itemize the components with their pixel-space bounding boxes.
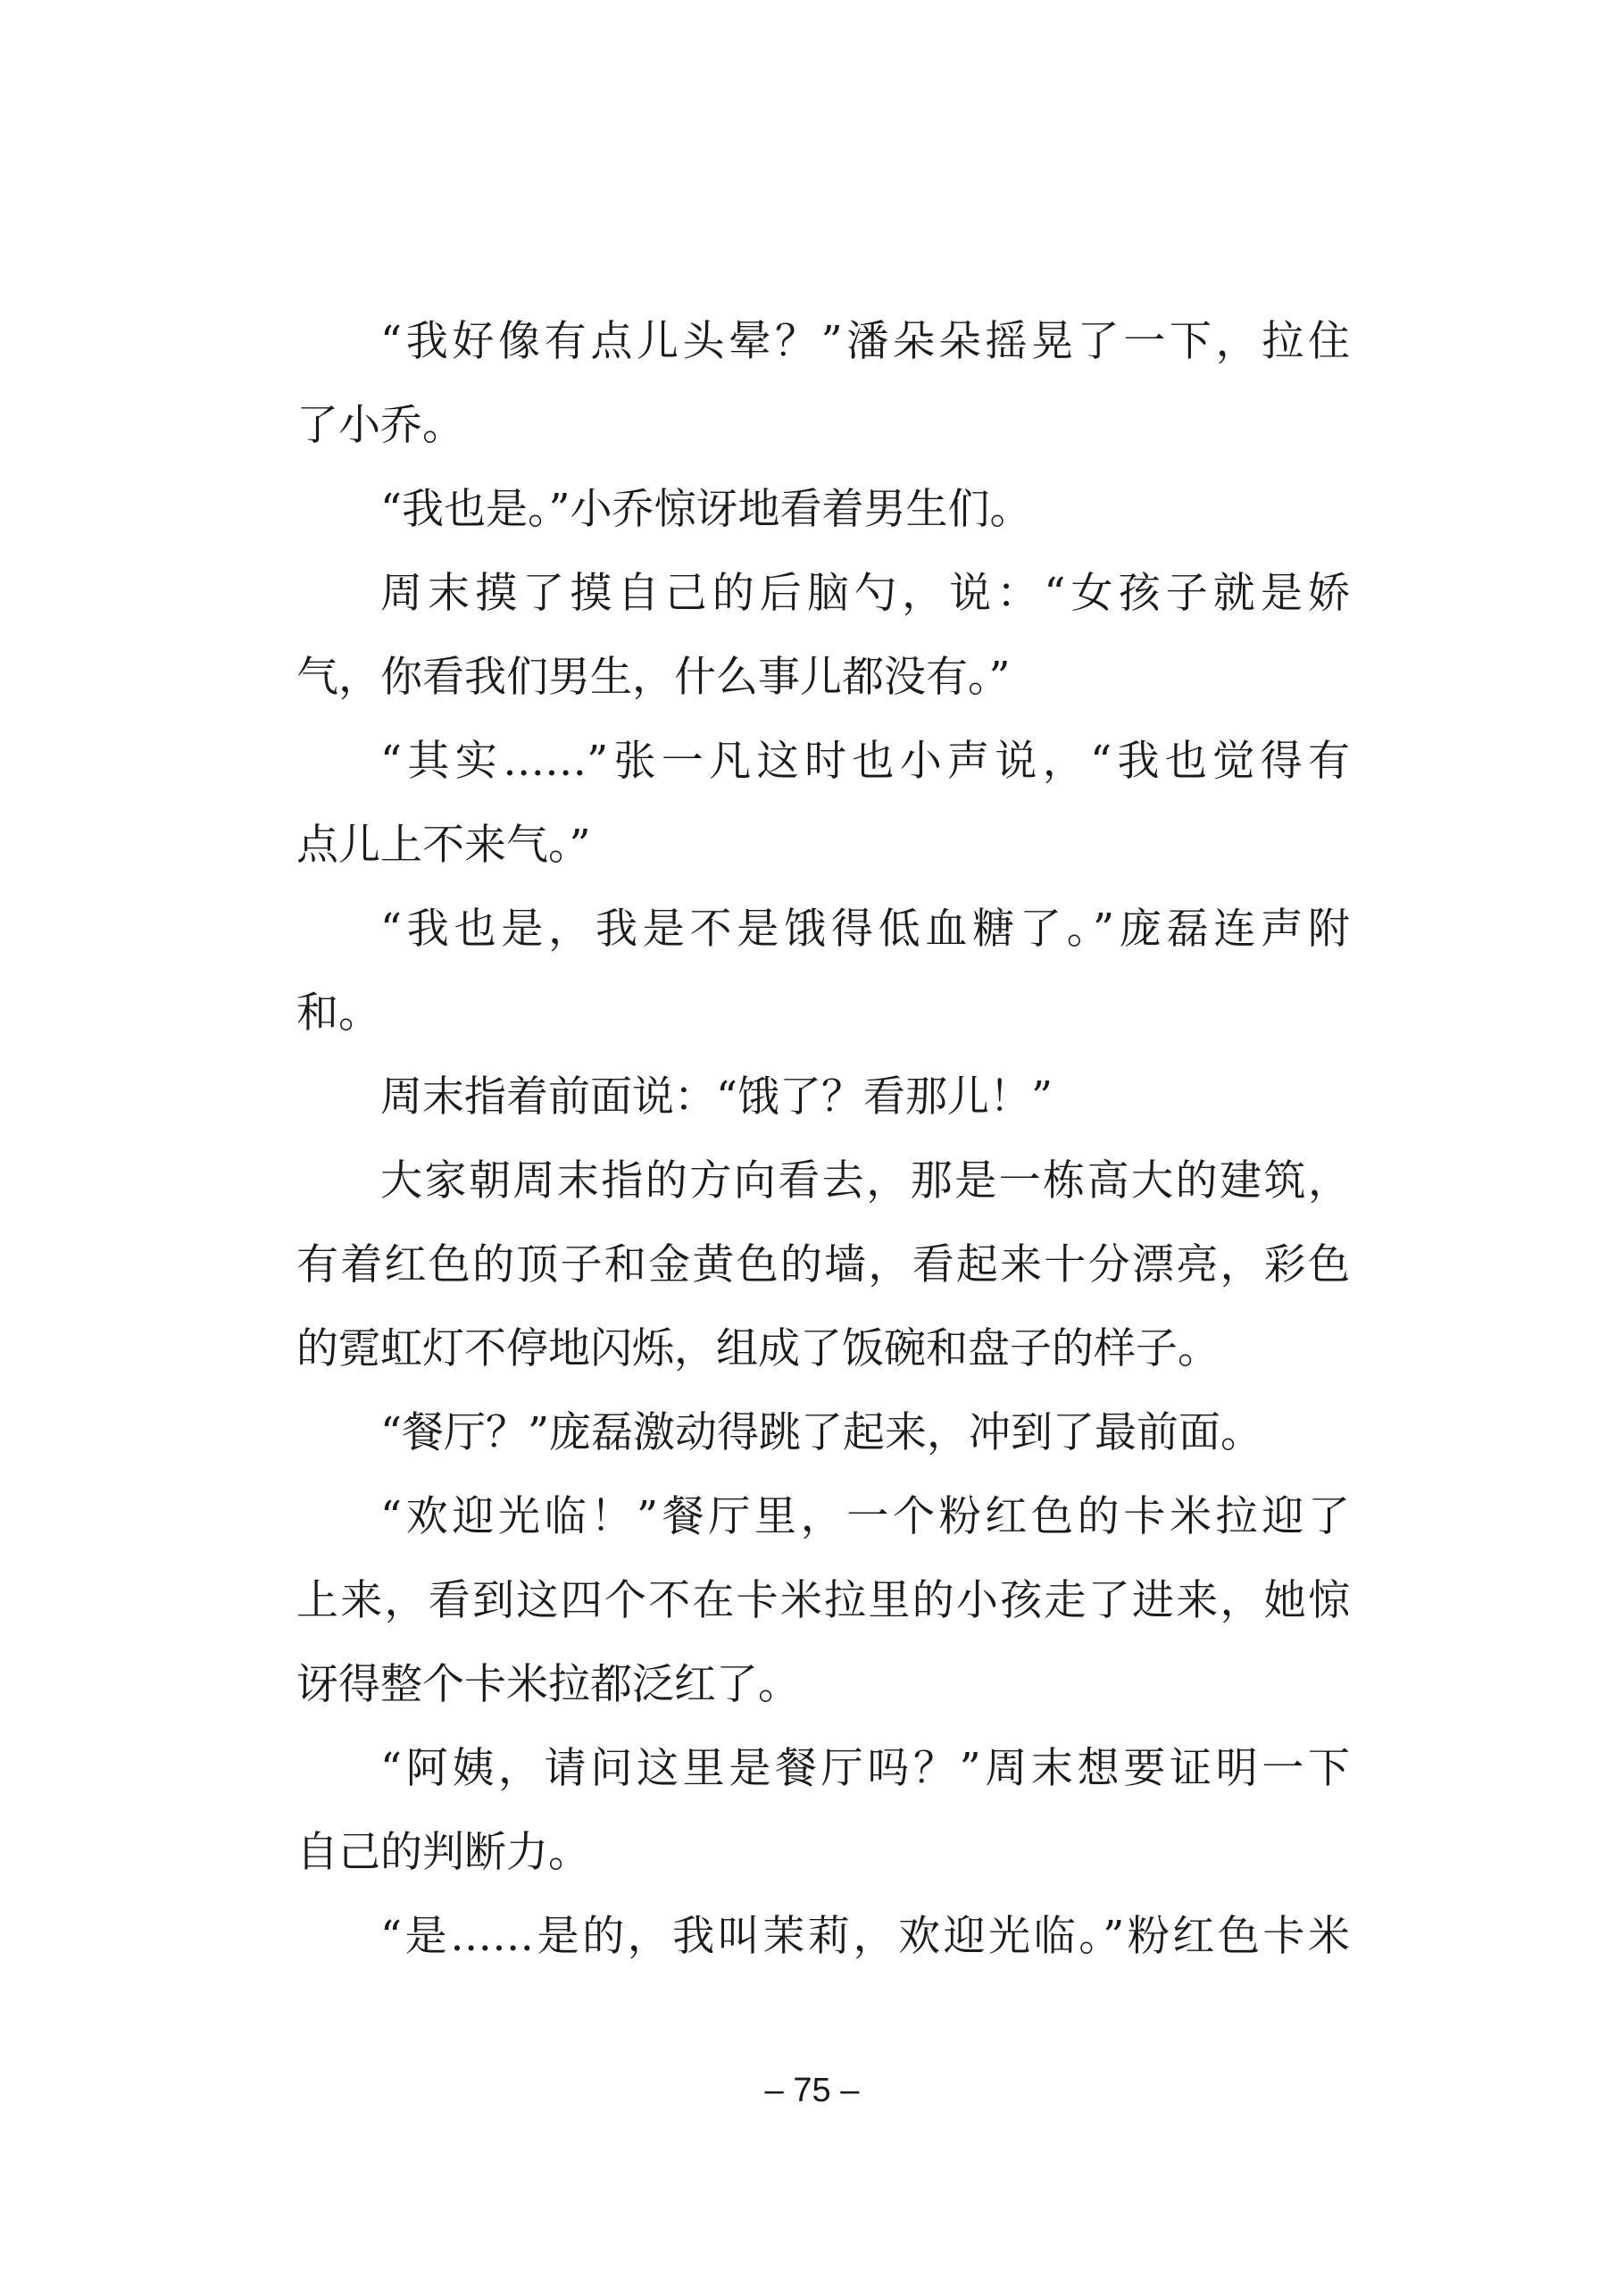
text-line: 周末指着前面说：“饿了？看那儿！” bbox=[380, 1072, 1054, 1122]
text-line: 讶得整个卡米拉都泛红了。 bbox=[296, 1660, 800, 1709]
text-line: “我好像有点儿头晕？”潘朵朵摇晃了一下，拉住 bbox=[380, 317, 1350, 366]
text-line: 大家朝周末指的方向看去，那是一栋高大的建筑， bbox=[380, 1156, 1350, 1206]
text-line: 气，你看我们男生，什么事儿都没有。” bbox=[296, 653, 1011, 702]
text-line: 周末摸了摸自己的后脑勺，说：“女孩子就是娇 bbox=[380, 569, 1350, 618]
text-line: “是……是的，我叫茉莉，欢迎光临。”粉红色卡米 bbox=[380, 1912, 1350, 1961]
page-number: – 75 – bbox=[764, 2072, 860, 2109]
text-line: 的霓虹灯不停地闪烁，组成了饭碗和盘子的样子。 bbox=[296, 1324, 1220, 1373]
text-line: “阿姨，请问这里是餐厅吗？”周末想要证明一下 bbox=[380, 1744, 1350, 1793]
text-line: “我也是，我是不是饿得低血糖了。”庞磊连声附 bbox=[380, 905, 1350, 954]
text-line: 和。 bbox=[296, 989, 380, 1038]
text-line: “欢迎光临！”餐厅里，一个粉红色的卡米拉迎了 bbox=[380, 1492, 1350, 1541]
text-line: 点儿上不来气。” bbox=[296, 821, 591, 870]
text-line: “其实……”张一凡这时也小声说，“我也觉得有 bbox=[380, 737, 1350, 786]
text-line: 了小乔。 bbox=[296, 401, 464, 450]
text-line: “我也是。”小乔惊讶地看着男生们。 bbox=[380, 485, 1032, 534]
text-line: 自己的判断力。 bbox=[296, 1828, 590, 1877]
text-line: 上来，看到这四个不在卡米拉里的小孩走了进来，她惊 bbox=[296, 1576, 1350, 1625]
text-line: “餐厅？”庞磊激动得跳了起来，冲到了最前面。 bbox=[380, 1408, 1263, 1457]
text-line: 有着红色的顶子和金黄色的墙，看起来十分漂亮，彩色 bbox=[296, 1240, 1350, 1289]
